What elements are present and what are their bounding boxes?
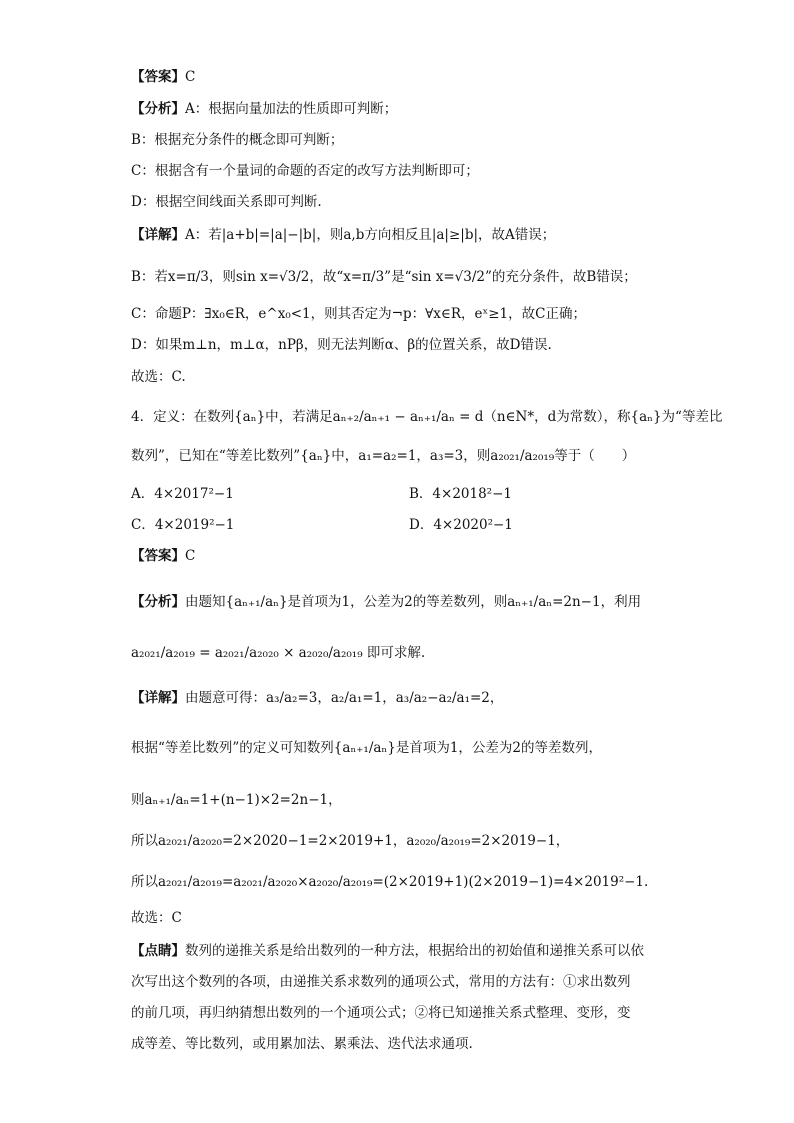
q4-note-line: 次写出这个数列的各项，由递推关系求数列的通项公式，常用的方法有：①求出数列 <box>131 974 631 990</box>
q4-stem-line: 4．定义：在数列{aₙ}中，若满足aₙ₊₂/aₙ₊₁ − aₙ₊₁/aₙ = d（n∈N*，d为常数），称{aₙ}为“等差比 <box>131 409 723 425</box>
q4-analysis-line: a₂₀₂₁/a₂₀₁₉ = a₂₀₂₁/a₂₀₂₀ × a₂₀₂₀/a₂₀₁₉ 即可求解. <box>131 645 426 661</box>
q4-detail-line: 根据“等差比数列”的定义可知数列{aₙ₊₁/aₙ}是首项为1，公差为2的等差数列， <box>131 740 603 756</box>
q4-detail-line <box>131 689 503 707</box>
analysis-tag: 【分析】 <box>131 594 185 610</box>
option-c: C．4×2019²−1 <box>131 517 235 533</box>
q4-detail-line: 所以a₂₀₂₁/a₂₀₂₀=2×2020−1=2×2019+1，a₂₀₂₀/a₂₀₁₉=2×2019−1， <box>131 833 570 849</box>
q3-analysis-line: C：根据含有一个量词的命题的否定的改写方法判断即可； <box>131 163 479 179</box>
analysis-text: 由题知{aₙ₊₁/aₙ}是首项为1，公差为2的等差数列，则aₙ₊₁/aₙ=2n−1，利用 <box>185 594 642 610</box>
q4-detail-line: 所以a₂₀₂₁/a₂₀₁₉=a₂₀₂₁/a₂₀₂₀×a₂₀₂₀/a₂₀₁₉=(2×2019+1)(2×2019−1)=4×2019²−1. <box>131 874 649 890</box>
q4-detail-line: 则aₙ₊₁/aₙ=1+(n−1)×2=2n−1， <box>131 792 342 808</box>
option-b: B．4×2018²−1 <box>409 486 512 502</box>
option-a: A．4×2017²−1 <box>131 486 234 502</box>
answer-tag: 【答案】 <box>131 69 185 85</box>
q3-detail-line <box>131 226 555 244</box>
note-tag: 【点睛】 <box>131 943 185 959</box>
q3-detail-line: C：命题P：∃x₀∈R，e^x₀<1，则其否定为¬p：∀x∈R，eˣ≥1，故C正确； <box>131 306 586 322</box>
q3-analysis-line: B：根据充分条件的概念即可判断； <box>131 132 344 148</box>
q4-answer-line <box>131 547 195 565</box>
answer-value: C <box>185 69 196 85</box>
option-d: D．4×2020²−1 <box>409 517 513 533</box>
q4-note-line <box>131 942 644 960</box>
q4-note-line: 的前几项，再归纳猜想出数列的一个通项公式；②将已知递推关系式整理、变形，变 <box>131 1005 631 1021</box>
note-text: 数列的递推关系是给出数列的一种方法，根据给出的初始值和递推关系可以依 <box>185 943 644 959</box>
q3-answer-line <box>131 68 195 86</box>
q3-choose-line: 故选：C. <box>131 369 186 385</box>
q4-note-line: 成等差、等比数列，或用累加法、累乘法、迭代法求通项. <box>131 1036 473 1052</box>
analysis-tag: 【分析】 <box>131 101 185 117</box>
detail-tag: 【详解】 <box>131 227 185 243</box>
q3-detail-line: B：若x=π/3，则sin x=√3/2，故“x=π/3”是“sin x=√3/2”的充分条件，故B错误； <box>131 269 637 285</box>
q4-analysis-line <box>131 593 641 611</box>
analysis-text: A：根据向量加法的性质即可判断； <box>185 101 398 117</box>
q3-analysis-line: D：根据空间线面关系即可判断. <box>131 194 322 210</box>
answer-tag: 【答案】 <box>131 548 185 564</box>
q4-stem-line: 数列”，已知在“等差比数列”{aₙ}中，a₁=a₂=1，a₃=3，则a₂₀₂₁/a₂₀₁₉等于（ ） <box>131 448 636 464</box>
q3-detail-line: D：如果m⊥n，m⊥α，nPβ，则无法判断α、β的位置关系，故D错误. <box>131 337 552 353</box>
detail-tag: 【详解】 <box>131 690 185 706</box>
q3-analysis-line <box>131 100 397 118</box>
detail-text: 由题意可得：a₃/a₂=3，a₂/a₁=1，a₃/a₂−a₂/a₁=2， <box>185 690 504 706</box>
detail-text: A：若|a+b|=|a|−|b|，则a,b方向相反且|a|≥|b|，故A错误； <box>185 227 556 243</box>
q4-choose-line: 故选：C <box>131 910 182 926</box>
answer-value: C <box>185 548 196 564</box>
